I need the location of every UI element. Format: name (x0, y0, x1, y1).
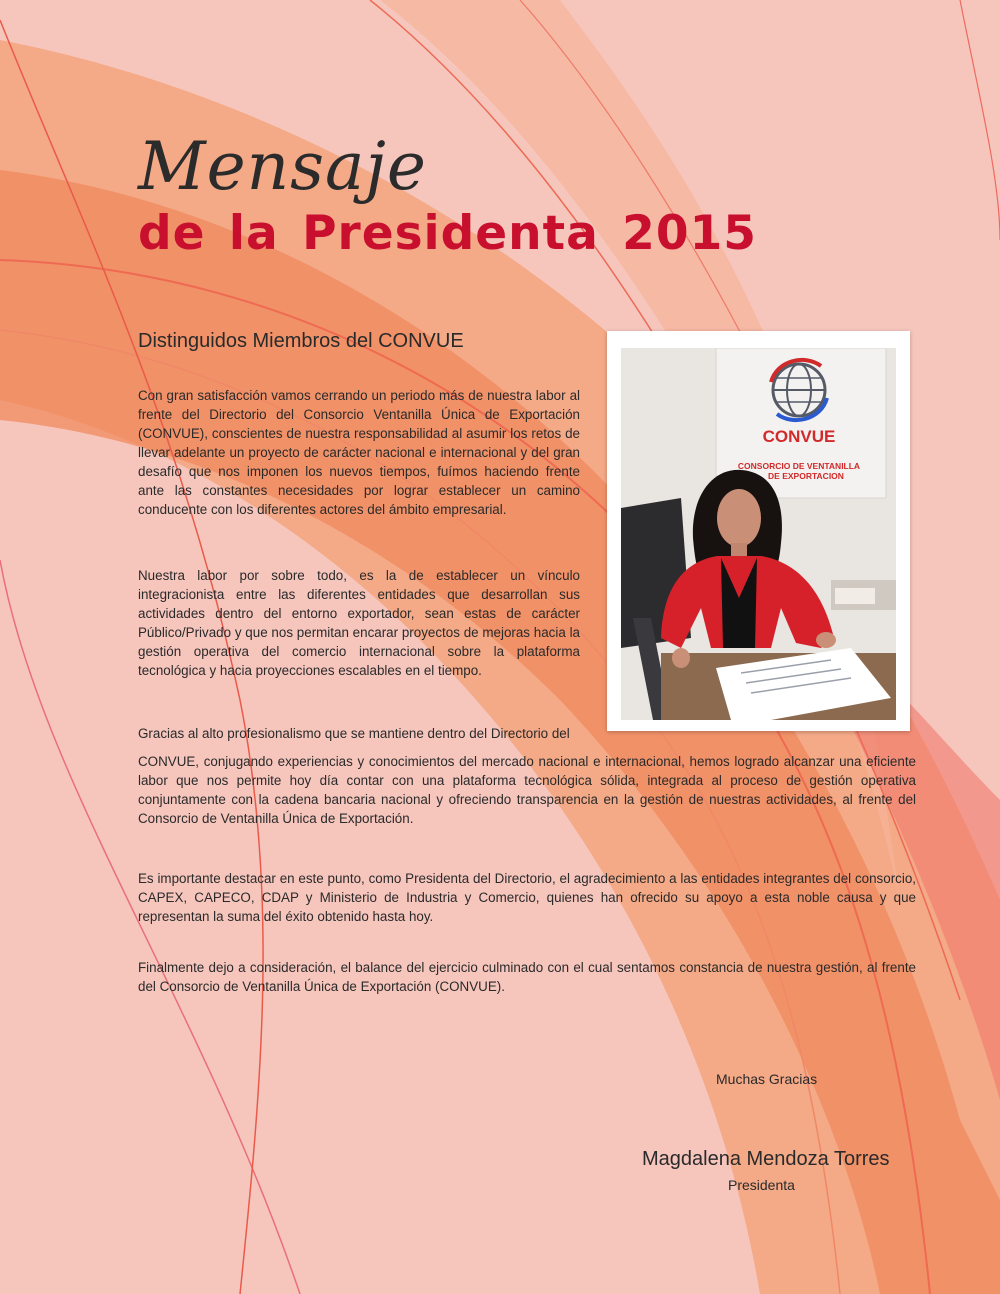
president-photo (607, 331, 910, 731)
letter-greeting: Distinguidos Miembros del CONVUE (138, 330, 464, 352)
closing-text: Muchas Gracias (716, 1071, 818, 1087)
paragraph-1: Con gran satisfacción vamos cerrando un periodo más de nuestra labor al frente del Directorio del Consorcio Ventanilla Única de Exportación (CONVUE), conscientes de nuestra responsabilidad al asumir los retos de llevar adelante un proyecto de carácter nacional e internacional y del gran desafío que nos imponen los nuevos tiempos, fuímos haciendo frente ante las constantes necesidades por lograr establecer un camino conducente con los diferentes actores del ámbito empresarial. (138, 388, 580, 517)
paragraph-4: Es importante destacar en este punto, como Presidenta del Directorio, el agradecimiento a las entidades integrantes del consorcio, CAPEX, CAPECO, CDAP y Ministerio de Industria y Comercio, quienes han ofrecido su apoyo a esta noble causa y que representan la suma del éxito obtenido hasta hoy. (138, 871, 916, 924)
title-script: Mensaje (138, 128, 427, 205)
paragraph-3-start: Gracias al alto profesionalismo que se mantiene dentro del Directorio del (138, 726, 570, 741)
paragraph-3-continued: CONVUE, conjugando experiencias y conocimientos del mercado nacional e internacional, hemos logrado alcanzar una eficiente labor que nos permite hoy día contar con una plataforma tecnológica sólida, integrada al proceso de gestión operativa conjuntamente con la cadena bancaria nacional y ofreciendo transparencia en la gestión de nuestras actividades, al frente del Consorcio de Ventanilla Única de Exportación. (138, 754, 916, 826)
president-photo-illustration (621, 348, 896, 720)
signer-role: Presidenta (728, 1177, 795, 1193)
title-main: de la Presidenta 2015 (138, 206, 757, 261)
sign-line-1: CONSORCIO DE VENTANILLA (737, 461, 861, 471)
sign-title: CONVUE (762, 427, 836, 446)
signer-name: Magdalena Mendoza Torres (642, 1148, 890, 1170)
sign-line-2: DE EXPORTACION (768, 471, 844, 481)
paragraph-5: Finalmente dejo a consideración, el balance del ejercicio culminado con el cual sentamos constancia de nuestra gestión, al frente del Consorcio de Ventanilla Única de Exportación (CONVUE). (138, 960, 916, 994)
paragraph-2: Nuestra labor por sobre todo, es la de establecer un vínculo integracionista entre las diferentes entidades que desarrollan sus actividades dentro del entorno exportador, sean estas de carácter Público/Privado y que nos permitan encarar proyectos de mejoras hacia la gestión operativa del comercio internacional sobre la plataforma tecnológica y hacia proyecciones escalables en el tiempo. (138, 568, 580, 678)
